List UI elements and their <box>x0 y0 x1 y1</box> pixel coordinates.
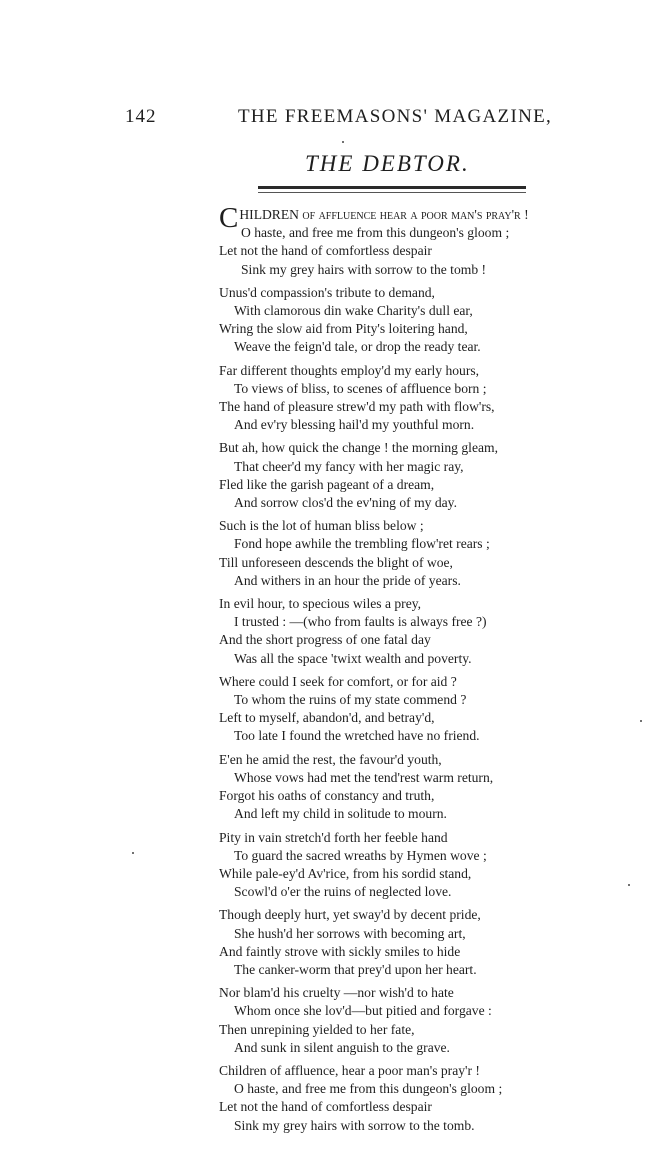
poem-line: And the short progress of one fatal day <box>219 632 431 648</box>
poem-line: Forgot his oaths of constancy and truth, <box>219 788 435 804</box>
poem-line: To guard the sacred wreaths by Hymen wove ; <box>234 847 487 863</box>
poem-line: O haste, and free me from this dungeon's gloom ; <box>241 225 510 241</box>
first-line-text: HILDREN of affluence hear a poor man's pray'r ! <box>239 207 529 222</box>
poem-line: Whose vows had met the tend'rest warm return, <box>234 769 494 785</box>
stanza <box>219 673 659 746</box>
poem-line: Then unrepining yielded to her fate, <box>219 1021 415 1037</box>
poem-line: To whom the ruins of my state commend ? <box>234 692 467 708</box>
stanza <box>219 984 659 1057</box>
poem-line: I trusted : —(who from faults is always free ?) <box>234 614 487 630</box>
poem-line: And left my child in solitude to mourn. <box>234 806 447 822</box>
poem-line: That cheer'd my fancy with her magic ray, <box>234 458 464 474</box>
poem-line: She hush'd her sorrows with becoming art, <box>234 925 466 941</box>
stanza <box>219 595 659 668</box>
stanza <box>219 439 659 512</box>
poem-line: In evil hour, to specious wiles a prey, <box>219 596 422 612</box>
poem-line: O haste, and free me from this dungeon's gloom ; <box>234 1081 503 1097</box>
poem-body <box>219 202 659 1140</box>
scan-speck <box>132 852 134 854</box>
poem-line: The canker-worm that prey'd upon her heart. <box>234 961 477 977</box>
stanza <box>219 517 659 590</box>
poem-line: Weave the feign'd tale, or drop the ready tear. <box>234 339 481 355</box>
poem-line: While pale-ey'd Av'rice, from his sordid stand, <box>219 865 472 881</box>
poem-line: The hand of pleasure strew'd my path with flow'rs, <box>219 399 495 415</box>
poem-line: Fled like the garish pageant of a dream, <box>219 476 435 492</box>
stanza <box>219 906 659 979</box>
poem-line: Left to myself, abandon'd, and betray'd, <box>219 710 435 726</box>
stanza <box>219 362 659 435</box>
poem-line: Till unforeseen descends the blight of woe, <box>219 554 453 570</box>
poem-line: And ev'ry blessing hail'd my youthful morn. <box>234 417 475 433</box>
stanza <box>219 284 659 357</box>
poem-line: Nor blam'd his cruelty —nor wish'd to hate <box>219 985 454 1001</box>
poem-line: Far different thoughts employ'd my early hours, <box>219 362 480 378</box>
scan-speck <box>640 720 642 722</box>
title-rule <box>258 186 526 189</box>
poem-line: Wring the slow aid from Pity's loitering hand, <box>219 321 468 337</box>
poem-line: But ah, how quick the change ! the morning gleam, <box>219 440 498 456</box>
poem-line: And sunk in silent anguish to the grave. <box>234 1039 450 1055</box>
poem-line: Such is the lot of human bliss below ; <box>219 518 424 534</box>
poem-line: Children of affluence, hear a poor man's pray'r ! <box>219 1062 480 1078</box>
poem-line: And withers in an hour the pride of years. <box>234 572 461 588</box>
poem-line: Whom once she lov'd—but pitied and forgave : <box>234 1003 492 1019</box>
poem-line: Sink my grey hairs with sorrow to the tomb ! <box>241 261 487 277</box>
poem-line: With clamorous din wake Charity's dull ear, <box>234 303 473 319</box>
poem-line: Was all the space 'twixt wealth and poverty. <box>234 650 472 666</box>
poem-line: Where could I seek for comfort, or for aid ? <box>219 673 457 689</box>
poem-line: Scowl'd o'er the ruins of neglected love. <box>234 884 452 900</box>
poem-line: E'en he amid the rest, the favour'd youth, <box>219 751 442 767</box>
scan-speck <box>342 141 344 143</box>
poem-line: And faintly strove with sickly smiles to hide <box>219 943 461 959</box>
stanza <box>219 751 659 824</box>
drop-cap: C <box>219 202 239 234</box>
poem-line: Let not the hand of comfortless despair <box>219 243 432 259</box>
poem-line: Fond hope awhile the trembling flow'ret rears ; <box>234 536 490 552</box>
poem-line: Unus'd compassion's tribute to demand, <box>219 284 435 300</box>
stanza <box>219 1062 659 1135</box>
page-number: 142 <box>125 106 157 127</box>
poem-line: And sorrow clos'd the ev'ning of my day. <box>234 495 457 511</box>
poem-line: Too late I found the wretched have no friend. <box>234 728 480 744</box>
poem-line: To views of bliss, to scenes of affluence born ; <box>234 380 487 396</box>
poem-line: Pity in vain stretch'd forth her feeble hand <box>219 829 448 845</box>
poem-line: Sink my grey hairs with sorrow to the tomb. <box>234 1117 475 1133</box>
scan-speck <box>628 884 630 886</box>
stanza <box>219 202 659 279</box>
poem-line: Let not the hand of comfortless despair <box>219 1099 432 1115</box>
poem-title: THE DEBTOR. <box>305 151 470 176</box>
stanza <box>219 829 659 902</box>
running-head: THE FREEMASONS' MAGAZINE, <box>238 106 553 127</box>
poem-line: Though deeply hurt, yet sway'd by decent pride, <box>219 907 481 923</box>
title-rule-thin <box>258 192 526 193</box>
